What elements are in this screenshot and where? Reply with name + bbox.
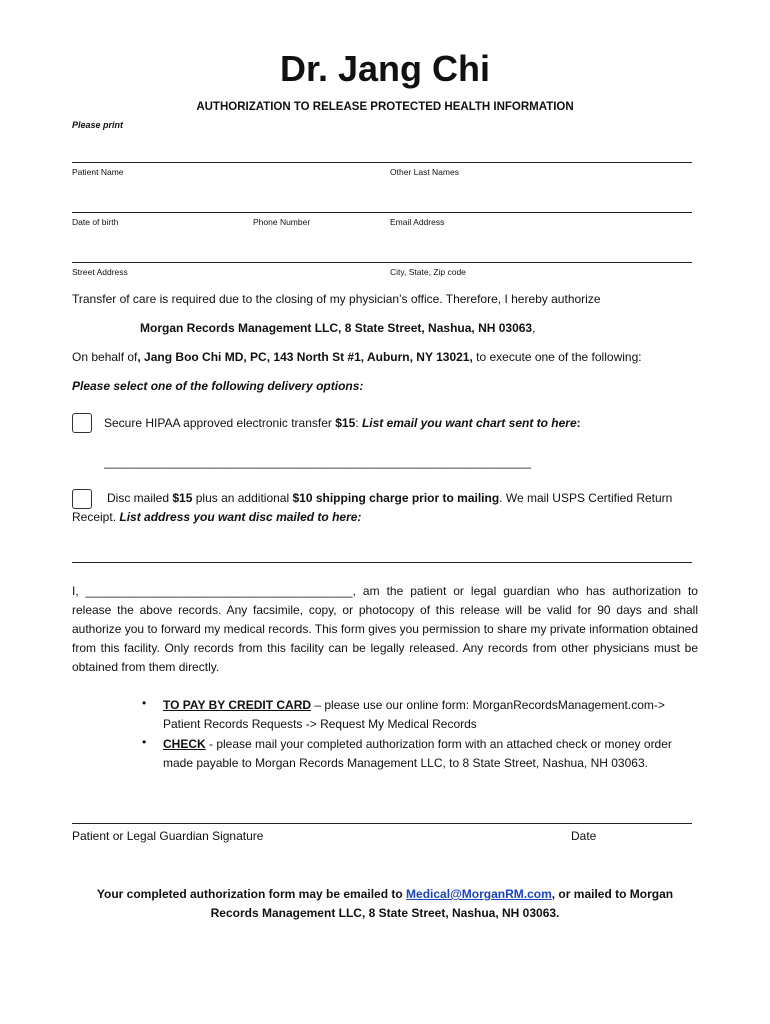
email-entry-line[interactable]: ________________________________________________________________ [104, 455, 532, 469]
disc-mail-checkbox[interactable] [72, 489, 92, 509]
electronic-transfer-option [104, 416, 581, 430]
footer-email-link[interactable]: Medical@MorganRM.com [406, 887, 552, 901]
footer-line2: Records Management LLC, 8 State Street, Nashua, NH 03063. [210, 906, 560, 920]
consent-paragraph [72, 582, 698, 677]
email-label: Email Address [390, 217, 445, 227]
please-print-note: Please print [72, 120, 124, 130]
electronic-transfer-checkbox[interactable] [72, 413, 92, 433]
behalf-suffix: to execute one of the following: [472, 350, 642, 364]
credit-card-instruction [163, 696, 673, 734]
patient-name-line[interactable] [72, 162, 692, 163]
footer-prefix: Your completed authorization form may be emailed to [96, 887, 407, 901]
electronic-sep: : [355, 416, 362, 430]
consent-prefix: I, [72, 584, 86, 598]
select-prompt: Please select one of the following delivery options: [72, 379, 364, 393]
bullet-dot: • [142, 735, 147, 749]
recipient-suffix: , [532, 321, 536, 335]
consent-text-line1: , am the patient or legal guardian who has authorization to [352, 584, 698, 598]
behalf-line [72, 350, 642, 364]
disc-instruction: List address you want disc mailed to here: [119, 510, 362, 524]
disc-rest: . We mail USPS Certified Return [499, 491, 673, 505]
electronic-colon: : [576, 416, 581, 430]
other-last-names-label: Other Last Names [390, 167, 459, 177]
disc-text: Disc mailed [107, 491, 173, 505]
credit-card-label: TO PAY BY CREDIT CARD [163, 698, 312, 712]
disc-shipping: $10 shipping charge prior to mailing [292, 491, 500, 505]
recipient-line [140, 321, 535, 335]
form-subtitle: AUTHORIZATION TO RELEASE PROTECTED HEALTH INFORMATION [196, 101, 574, 113]
phone-label: Phone Number [253, 217, 311, 227]
check-text: - please mail your completed authorization form with an attached check or money order made payable to Morgan Records Management LLC, to 8 State Street, Nashua, NH 03063. [163, 737, 672, 770]
recipient-address: Morgan Records Management LLC, 8 State Street, Nashua, NH 03063 [140, 321, 533, 335]
electronic-text: Secure HIPAA approved electronic transfer [104, 416, 336, 430]
date-label: Date [571, 829, 597, 843]
signature-label: Patient or Legal Guardian Signature [72, 829, 264, 843]
bullet-dot: • [142, 696, 147, 710]
disc-price: $15 [172, 491, 193, 505]
consent-name-blank[interactable]: ________________________________________ [85, 584, 353, 598]
electronic-price: $15 [335, 416, 356, 430]
street-address-label: Street Address [72, 267, 128, 277]
address-line[interactable] [72, 262, 692, 263]
behalf-prefix: On behalf of [72, 350, 138, 364]
electronic-instruction: List email you want chart sent to here [361, 416, 577, 430]
transfer-statement: Transfer of care is required due to the closing of my physician’s office. Therefore, I hereby authorize [72, 292, 601, 306]
credit-card-text: – please use our online form: MorganRecordsManagement.com-> Patient Records Requests -> Request My Medical Records [163, 698, 665, 731]
check-label: CHECK [163, 737, 206, 751]
consent-text-rest: release the above records. Any facsimile, copy, or photocopy of this release will be valid for 90 days and shall authorize you to forward my medical records. This form gives you permission to share my private information obtained from this facility. Only records from this facility can be legally released. Any records from other physicians must be obtained from them directly. [72, 603, 698, 674]
city-state-zip-label: City, State, Zip code [390, 267, 466, 277]
document-title: Dr. Jang Chi [279, 48, 491, 89]
footer-middle: , or mailed to Morgan [551, 887, 674, 901]
check-instruction [163, 735, 673, 773]
patient-name-label: Patient Name [72, 167, 124, 177]
signature-line[interactable] [72, 823, 692, 824]
dob-phone-email-line[interactable] [72, 212, 692, 213]
disc-line2: Receipt. [72, 510, 120, 524]
behalf-physician: , Jang Boo Chi MD, PC, 143 North St #1, Auburn, NY 13021, [137, 350, 473, 364]
disc-mail-option-line2 [72, 510, 361, 524]
footer-line1 [0, 887, 770, 901]
disc-mail-option [107, 491, 699, 505]
dob-label: Date of birth [72, 217, 119, 227]
disc-mid: plus an additional [192, 491, 293, 505]
disc-address-line[interactable] [72, 562, 692, 563]
